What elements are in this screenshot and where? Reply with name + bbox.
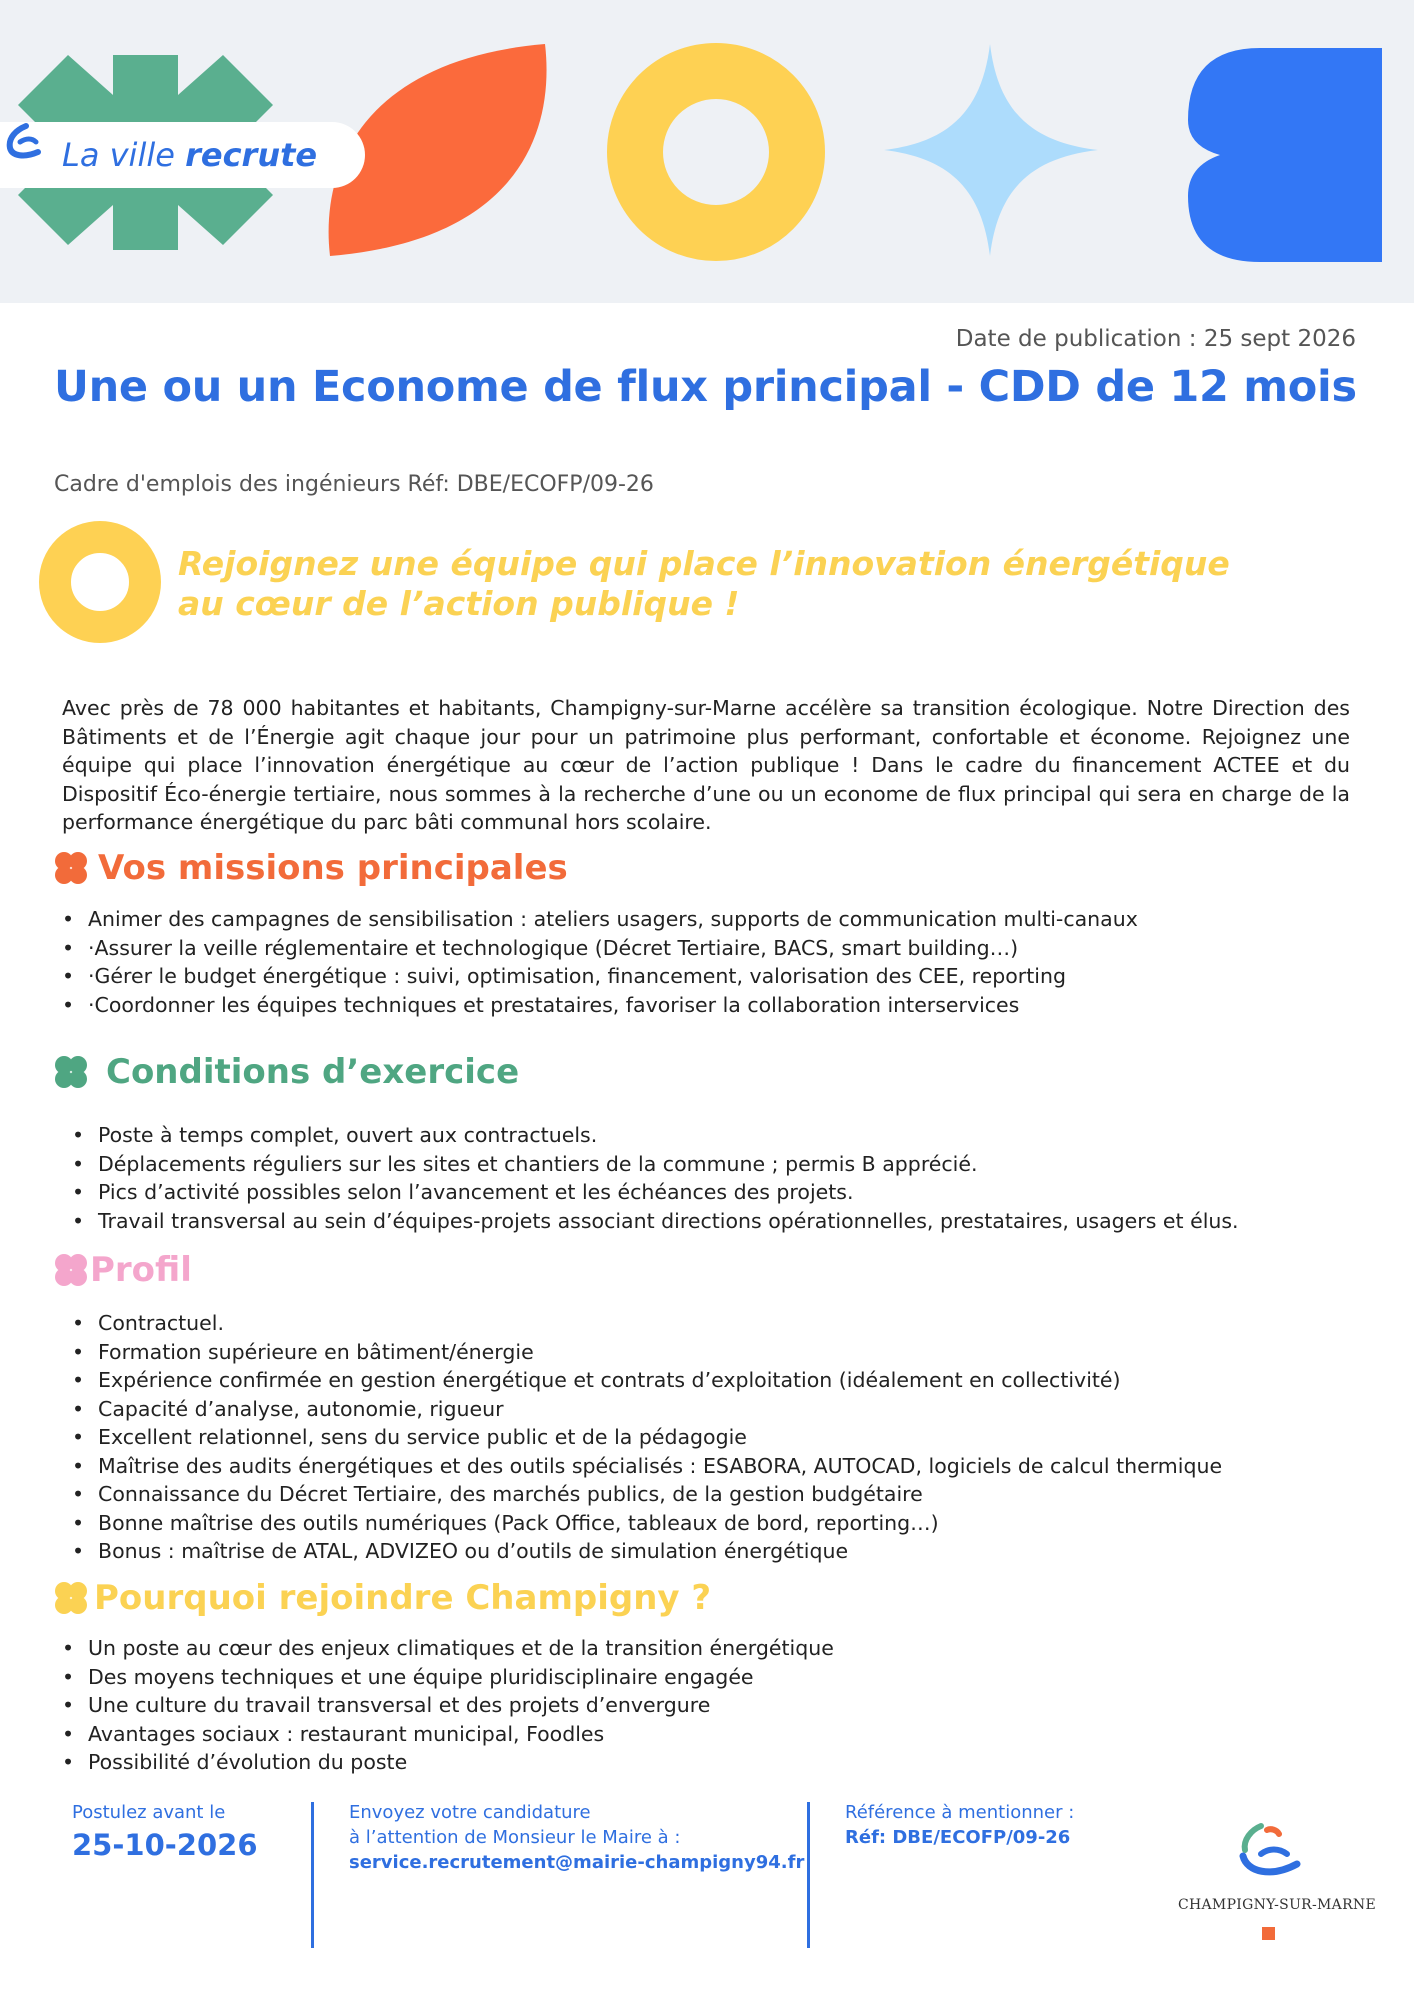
blue-b-shape bbox=[1188, 48, 1382, 262]
send-line-2: à l’attention de Monsieur le Maire à : bbox=[349, 1827, 681, 1848]
cadre-reference: Cadre d'emplois des ingénieurs Réf: DBE/ECOFP/09-26 bbox=[54, 472, 654, 497]
pourquoi-title: Pourquoi rejoindre Champigny ? bbox=[94, 1578, 712, 1618]
missions-heading bbox=[54, 848, 568, 888]
city-logo bbox=[1178, 1820, 1377, 1940]
list-item: • ·Coordonner les équipes techniques et prestataires, favoriser la collaboration interservices bbox=[62, 991, 1138, 1020]
reference-block bbox=[845, 1800, 1074, 1850]
list-item: • Contractuel. bbox=[72, 1309, 1222, 1338]
list-item: • Un poste au cœur des enjeux climatiques et de la transition énergétique bbox=[62, 1634, 834, 1663]
list-item: • Des moyens techniques et une équipe pluridisciplinaire engagée bbox=[62, 1663, 834, 1692]
pourquoi-list bbox=[62, 1634, 834, 1777]
list-item: • Expérience confirmée en gestion énergétique et contrats d’exploitation (idéalement en collectivité) bbox=[72, 1366, 1222, 1395]
list-item: • Possibilité d’évolution du poste bbox=[62, 1748, 834, 1777]
lightblue-star-shape bbox=[884, 44, 1098, 256]
profil-title: Profil bbox=[90, 1250, 192, 1290]
conditions-heading bbox=[54, 1052, 519, 1092]
list-item: • Connaissance du Décret Tertiaire, des marchés publics, de la gestion budgétaire bbox=[72, 1480, 1222, 1509]
list-item: • Formation supérieure en bâtiment/énergie bbox=[72, 1338, 1222, 1367]
list-item: • Animer des campagnes de sensibilisation : ateliers usagers, supports de communication multi-canaux bbox=[62, 905, 1138, 934]
list-item: • Capacité d’analyse, autonomie, rigueur bbox=[72, 1395, 1222, 1424]
profil-list bbox=[72, 1309, 1222, 1566]
logo-square bbox=[1262, 1927, 1275, 1940]
la-ville-recrute-tag bbox=[0, 122, 365, 188]
reference-label: Référence à mentionner : bbox=[845, 1802, 1075, 1823]
intro-paragraph: Avec près de 78 000 habitantes et habitants, Champigny-sur-Marne accélère sa transition écologique. Notre Direction des Bâtiments et de l’Énergie agit chaque jour pour un patrimoine plus performant, confortable et économe. Rejoignez une équipe qui place l’innovation énergétique au cœur de l’action publique ! Dans le cadre du financement ACTEE et du Dispositif Éco-énergie tertiaire, nous sommes à la recherche d’une ou un econome de flux principal qui sera en charge de la performance énergétique du parc bâti communal hors scolaire. bbox=[62, 696, 1350, 834]
tagline-line-1: Rejoignez une équipe qui place l’innovation énergétique bbox=[178, 544, 1230, 583]
flower-icon bbox=[54, 851, 88, 885]
header-banner bbox=[0, 0, 1414, 303]
list-item: • ·Assurer la veille réglementaire et technologique (Décret Tertiaire, BACS, smart building…) bbox=[62, 934, 1138, 963]
flower-icon bbox=[54, 1253, 88, 1287]
la-ville-recrute-text: La ville recrute bbox=[62, 136, 318, 174]
list-item: • Pics d’activité possibles selon l’avancement et les échéances des projets. bbox=[72, 1178, 1239, 1207]
list-item: • Travail transversal au sein d’équipes-projets associant directions opérationnelles, prestataires, usagers et élus. bbox=[72, 1207, 1239, 1236]
tagline bbox=[178, 544, 1230, 624]
reference-value: Réf: DBE/ECOFP/09-26 bbox=[845, 1827, 1071, 1848]
application-block bbox=[349, 1800, 804, 1875]
footer-divider bbox=[311, 1802, 314, 1948]
job-title: Une ou un Econome de flux principal - CDD de 12 mois bbox=[54, 362, 1357, 412]
champigny-logo-icon bbox=[1231, 1820, 1305, 1888]
city-name: CHAMPIGNY-SUR-MARNE bbox=[1178, 1897, 1377, 1913]
footer-divider bbox=[807, 1802, 810, 1948]
conditions-list bbox=[72, 1121, 1239, 1235]
conditions-title: Conditions d’exercice bbox=[106, 1052, 520, 1092]
list-item: • Déplacements réguliers sur les sites et chantiers de la commune ; permis B apprécié. bbox=[72, 1150, 1239, 1179]
yellow-ring-icon bbox=[38, 520, 162, 644]
deadline-block bbox=[72, 1800, 258, 1865]
pourquoi-heading bbox=[54, 1578, 711, 1618]
deadline-date: 25-10-2026 bbox=[72, 1828, 258, 1862]
send-line-1: Envoyez votre candidature bbox=[349, 1802, 591, 1823]
champigny-logo-icon bbox=[0, 122, 44, 164]
publication-date: Date de publication : 25 sept 2026 bbox=[955, 326, 1356, 352]
list-item: • Poste à temps complet, ouvert aux contractuels. bbox=[72, 1121, 1239, 1150]
tagline-line-2: au cœur de l’action publique ! bbox=[178, 584, 740, 623]
profil-heading bbox=[54, 1250, 192, 1290]
flower-icon bbox=[54, 1581, 88, 1615]
flower-icon bbox=[54, 1055, 88, 1089]
list-item: • Maîtrise des audits énergétiques et des outils spécialisés : ESABORA, AUTOCAD, logiciels de calcul thermique bbox=[72, 1452, 1222, 1481]
list-item: • Excellent relationnel, sens du service public et de la pédagogie bbox=[72, 1423, 1222, 1452]
list-item: • Avantages sociaux : restaurant municipal, Foodles bbox=[62, 1720, 834, 1749]
yellow-ring-shape bbox=[635, 71, 797, 233]
list-item: • ·Gérer le budget énergétique : suivi, optimisation, financement, valorisation des CEE, reporting bbox=[62, 962, 1138, 991]
email-link[interactable]: service.recrutement@mairie-champigny94.fr bbox=[349, 1852, 805, 1873]
missions-list bbox=[62, 905, 1138, 1019]
list-item: • Bonus : maîtrise de ATAL, ADVIZEO ou d’outils de simulation énergétique bbox=[72, 1537, 1222, 1566]
missions-title: Vos missions principales bbox=[98, 848, 568, 888]
list-item: • Une culture du travail transversal et des projets d’envergure bbox=[62, 1691, 834, 1720]
list-item: • Bonne maîtrise des outils numériques (Pack Office, tableaux de bord, reporting…) bbox=[72, 1509, 1222, 1538]
deadline-label: Postulez avant le bbox=[72, 1802, 226, 1823]
